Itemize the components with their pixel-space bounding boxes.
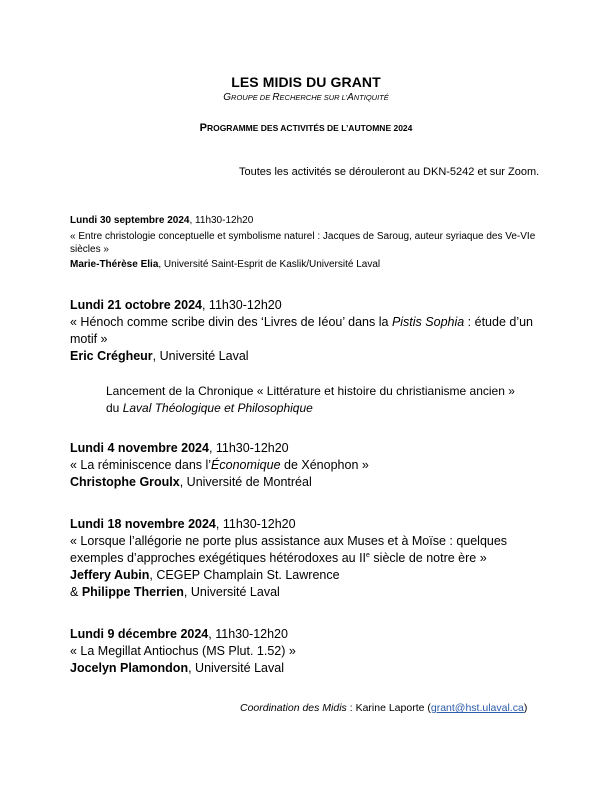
event-affiliation: , CEGEP Champlain St. Lawrence: [149, 568, 340, 582]
event-date-line: [70, 517, 296, 531]
event-title: « Hénoch comme scribe divin des ‘Livres de Iéou’ dans la Pistis Sophia : étude d’un: [70, 315, 534, 329]
event-speaker-line: [70, 349, 249, 363]
event-time: , 11h30-12h20: [208, 627, 288, 641]
location-note: Toutes les activités se dérouleront au DKN-5242 et sur Zoom.: [239, 166, 540, 178]
event-date-line: [70, 627, 288, 641]
announcement-line: du Laval Théologique et Philosophique: [106, 401, 313, 415]
event-affiliation: , Université Laval: [188, 661, 284, 675]
event-title: « Entre christologie conceptuelle et symbolisme naturel : Jacques de Saroug, auteur syriaque des Ve-VIe siècles »: [70, 231, 536, 255]
event-speaker: Marie-Thérèse Elia: [70, 259, 159, 270]
event-speaker: Eric Crégheur: [70, 349, 153, 363]
programme-heading: PROGRAMME DES ACTIVITÉS DE L’AUTOMNE 2024: [199, 122, 413, 134]
event-speaker-line: [70, 568, 340, 582]
event-affiliation: , Université Saint-Esprit de Kaslik/Université Laval: [158, 259, 381, 270]
event-title-continued: motif »: [70, 332, 108, 346]
event-speaker-line: [70, 259, 380, 270]
event-speaker: Christophe Groulx: [70, 475, 180, 489]
page-subtitle: GROUPE DE RECHERCHE SUR L’ANTIQUITÉ: [223, 92, 389, 103]
event-time: , 11h30-12h20: [201, 298, 282, 312]
event-title: « La Megillat Antiochus (MS Plut. 1.52) »: [70, 644, 296, 658]
event-affiliation: , Université Laval: [152, 349, 249, 363]
event-date-line: [70, 215, 253, 226]
announcement-line: Lancement de la Chronique « Littérature et histoire du christianisme ancien »: [106, 384, 515, 398]
event-affiliation: , Université Laval: [183, 585, 280, 599]
coordination-label: Coordination des Midis: [240, 702, 347, 714]
event-speaker: Philippe Therrien: [81, 585, 184, 599]
email-link[interactable]: grant@hst.ulaval.ca: [430, 702, 524, 714]
event-speaker: Jeffery Aubin: [70, 568, 150, 582]
event-date: Lundi 4 novembre 2024: [70, 441, 209, 455]
coordination-line: Coordination des Midis : Karine Laporte (grant@hst.ulaval.ca): [240, 702, 528, 714]
event-title: « La réminiscence dans l’Économique de Xénophon »: [70, 458, 369, 472]
event-title-continued: exemples d’approches exégétiques hétérodoxes au IIe siècle de notre ère »: [70, 551, 487, 565]
event-time: , 11h30-12h20: [215, 517, 296, 531]
event-speaker-line: & Philippe Therrien, Université Laval: [70, 585, 280, 599]
event-date: Lundi 18 novembre 2024: [70, 517, 216, 531]
event-speaker-line: [70, 661, 284, 675]
event-date: Lundi 21 octobre 2024: [70, 298, 202, 312]
event-title: « Lorsque l’allégorie ne porte plus assistance aux Muses et à Moïse : quelques: [70, 534, 508, 548]
event-time: , 11h30-12h20: [189, 215, 254, 226]
event-speaker-line: [70, 475, 312, 489]
event-date-line: [70, 298, 282, 312]
event-speaker: Jocelyn Plamondon: [70, 661, 189, 675]
event-time: , 11h30-12h20: [208, 441, 289, 455]
page-title: LES MIDIS DU GRANT: [231, 74, 381, 90]
event-date-line: [70, 441, 289, 455]
event-date: Lundi 9 décembre 2024: [70, 627, 209, 641]
event-affiliation: , Université de Montréal: [179, 475, 312, 489]
event-date: Lundi 30 septembre 2024: [70, 215, 190, 226]
